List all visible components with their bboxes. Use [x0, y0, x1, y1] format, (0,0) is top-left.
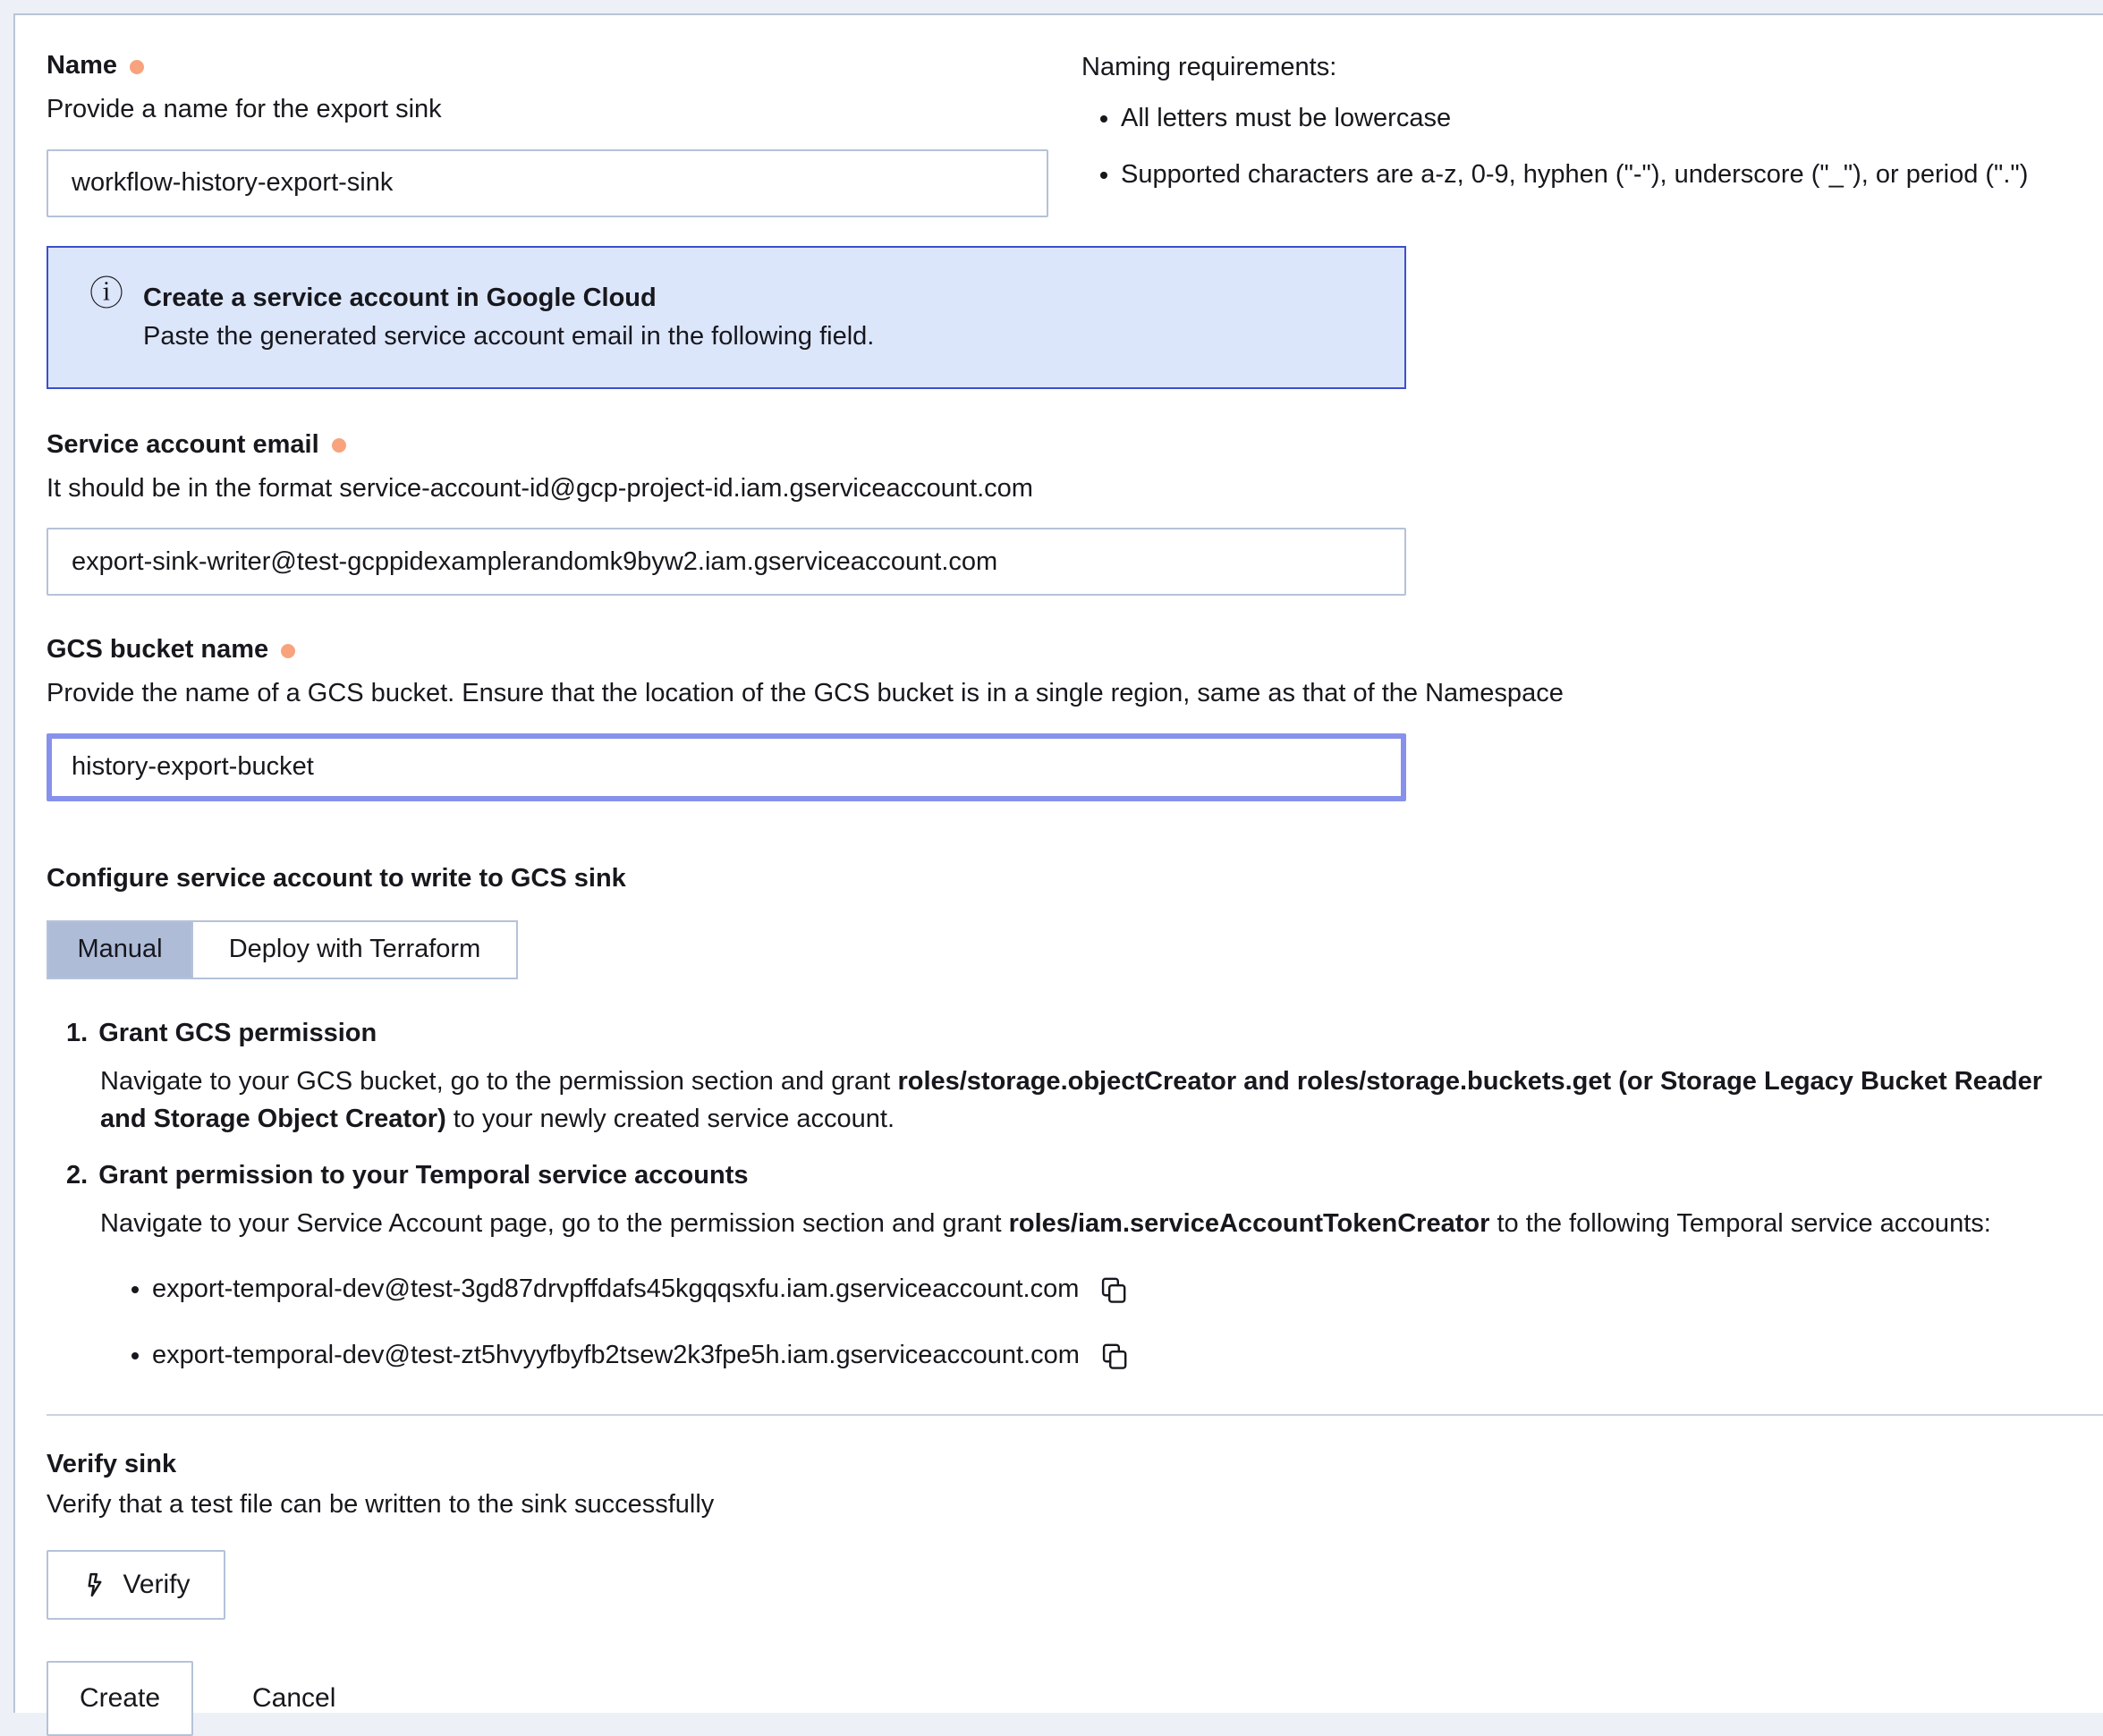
- temporal-account-email: • export-temporal-dev@test-zt5hvyyfbyfb2tsew2k3fpe5h.iam.gserviceaccount.com: [152, 1341, 1080, 1370]
- naming-requirement-item: • Supported characters are a-z, 0-9, hyphen ("-"), underscore ("_"), or period ("."): [1121, 157, 2058, 193]
- service-account-email-label: [47, 430, 2058, 460]
- service-account-info-banner: [47, 246, 1406, 389]
- info-banner-title: Create a service account in Google Cloud: [143, 283, 657, 312]
- list-item: [152, 1274, 2058, 1305]
- step-2-number: 2.: [66, 1160, 89, 1190]
- step-1-title-text: Grant GCS permission: [98, 1018, 377, 1047]
- sink-name-input[interactable]: [47, 149, 1048, 217]
- section-divider: [47, 1414, 2103, 1416]
- naming-requirements-list: [1081, 100, 2058, 192]
- gcs-bucket-name-description: Provide the name of a GCS bucket. Ensure that the location of the GCS bucket is in a single region, same as that of the Namespace: [47, 679, 1564, 708]
- naming-requirement-item: • All letters must be lowercase: [1121, 100, 2058, 137]
- service-account-email-description: It should be in the format service-account-id@gcp-project-id.iam.gserviceaccount.com: [47, 473, 1033, 503]
- step-1-number: 1.: [66, 1018, 89, 1047]
- tab-manual[interactable]: Manual: [48, 922, 191, 978]
- list-item: [152, 1341, 2058, 1371]
- gcs-bucket-name-label-text: GCS bucket name: [47, 635, 269, 665]
- step-1-title: [66, 1019, 2058, 1048]
- step-1-body-suffix: to your newly created service account.: [445, 1104, 895, 1133]
- step-2-title-text: Grant permission to your Temporal service accounts: [98, 1160, 749, 1190]
- step-1-body-prefix: Navigate to your GCS bucket, go to the permission section and grant: [100, 1066, 898, 1096]
- copy-icon[interactable]: [1099, 1341, 1130, 1371]
- manual-steps: [47, 1019, 2058, 1371]
- step-2-body: [100, 1205, 2058, 1242]
- required-dot-icon: [281, 644, 295, 658]
- info-circle-icon: ⓘ: [89, 273, 124, 313]
- cancel-button-label: Cancel: [252, 1682, 336, 1713]
- name-field-label: [47, 51, 1048, 80]
- export-sink-form-panel: [13, 13, 2103, 1713]
- naming-requirements-title: Naming requirements:: [1081, 53, 1337, 81]
- required-dot-icon: [130, 60, 144, 74]
- step-2-body-suffix: to the following Temporal service accounts:: [1489, 1208, 1991, 1238]
- verify-sink-description: Verify that a test file can be written to the sink successfully: [47, 1489, 715, 1519]
- step-2-body-prefix: Navigate to your Service Account page, go to the permission section and grant: [100, 1208, 1009, 1238]
- step-2-body-bold: roles/iam.serviceAccountTokenCreator: [1008, 1208, 1490, 1238]
- deploy-method-tabs: [47, 920, 518, 979]
- gcs-bucket-name-input[interactable]: [47, 733, 1406, 801]
- temporal-service-accounts-list: [152, 1274, 2058, 1371]
- verify-button[interactable]: [47, 1550, 225, 1620]
- name-label-text: Name: [47, 51, 117, 80]
- copy-icon[interactable]: [1098, 1274, 1129, 1305]
- create-button[interactable]: [47, 1661, 193, 1736]
- temporal-account-email: • export-temporal-dev@test-3gd87drvpffdafs45kgqqsxfu.iam.gserviceaccount.com: [152, 1274, 1080, 1304]
- configure-section-title: Configure service account to write to GCS sink: [47, 863, 626, 893]
- service-account-email-label-text: Service account email: [47, 429, 319, 459]
- service-account-email-input[interactable]: [47, 528, 1406, 596]
- cancel-button[interactable]: [252, 1683, 335, 1714]
- create-button-label: Create: [79, 1682, 161, 1713]
- verify-button-label: Verify: [123, 1569, 191, 1599]
- tab-deploy-with-terraform[interactable]: Deploy with Terraform: [191, 922, 516, 978]
- name-field-description: Provide a name for the export sink: [47, 95, 442, 123]
- info-banner-body: Paste the generated service account email in the following field.: [143, 321, 875, 351]
- step-1-body: [100, 1063, 2058, 1138]
- required-dot-icon: [332, 438, 346, 453]
- step-2-title: [66, 1161, 2058, 1190]
- verify-sink-title: Verify sink: [47, 1449, 177, 1478]
- lightning-bolt-icon: [81, 1571, 108, 1598]
- gcs-bucket-name-label: [47, 635, 2058, 665]
- step-1-body-bold: roles/storage.objectCreator and roles/storage.buckets.get (or Storage Legacy Bucket Reader and Storage Object Creator): [100, 1066, 2043, 1133]
